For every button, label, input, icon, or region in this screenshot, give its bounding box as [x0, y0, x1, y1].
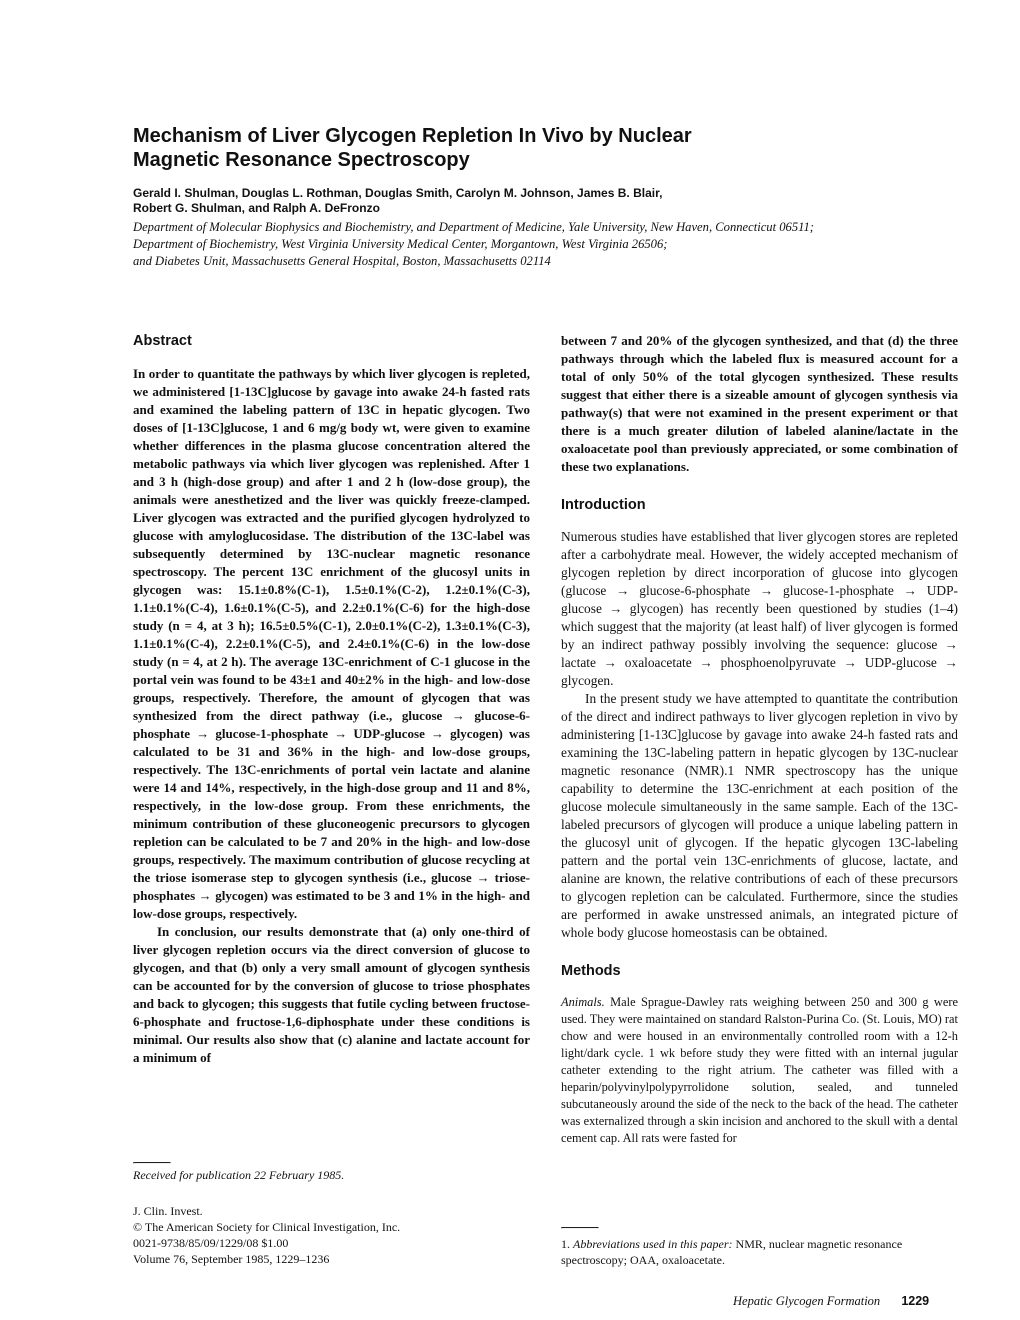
issn-line: 0021-9738/85/09/1229/08 $1.00: [133, 1236, 289, 1250]
article-header: [133, 124, 973, 270]
abstract-continuation: [561, 332, 958, 476]
affiliation-2: Department of Biochemistry, West Virginia University Medical Center, Morgantown, West Virginia 26506;: [133, 237, 668, 251]
introduction-paragraph-1: Numerous studies have established that liver glycogen stores are repleted after a carbohydrate meal. However, the widely accepted mechanism of glycogen repletion by direct incorporation of glucose into glycogen (glucose → glucose-6-phosphate → glucose-1-phosphate → UDP-glucose → glycogen) has recently been questioned by studies (1–4) which suggest that the majority (at least half) of liver glycogen is formed by an indirect pathway possibly involving the sequence: glucose → lactate → oxaloacetate → phosphoenolpyruvate → UDP-glucose → glycogen.: [561, 529, 958, 688]
footnote-number: 1.: [561, 1237, 570, 1251]
methods-section: [561, 962, 958, 1147]
authors-line-1: Gerald I. Shulman, Douglas L. Rothman, Douglas Smith, Carolyn M. Johnson, James B. Blair,: [133, 186, 663, 200]
authors-line-2: Robert G. Shulman, and Ralph A. DeFronzo: [133, 201, 380, 215]
introduction-section: [561, 496, 958, 942]
received-date: Received for publication 22 February 1985.: [133, 1168, 345, 1182]
journal-name: J. Clin. Invest.: [133, 1204, 203, 1218]
footnote-text: NMR, nuclear magnetic resonance spectroscopy; OAA, oxaloacetate.: [561, 1237, 903, 1267]
author-list: [133, 186, 973, 216]
abstract-paragraph-2: In conclusion, our results demonstrate that (a) only one-third of liver glycogen repletion occurs via the direct conversion of glucose to glycogen, and that (b) only a very small amount of glycogen synthesis can be accounted for by the conversion of glucose to triose phosphates and back to glycogen; this suggests that futile cycling between fructose-6-phosphate and fructose-1,6-diphosphate under these conditions is minimal. Our results also show that (c) alanine and lactate account for a minimum of: [133, 924, 530, 1065]
footnote-label: Abbreviations used in this paper:: [573, 1237, 733, 1251]
footnote: [561, 1236, 961, 1268]
abstract-paragraph-1: In order to quantitate the pathways by which liver glycogen is repleted, we administered [1-13C]glucose by gavage into awake 24-h fasted rats and examined the labeling pattern of 13C in hepatic glycogen. Two doses of [1-13C]glucose, 1 and 6 mg/g body wt, were given to examine whether differences in the plasma glucose concentration altered the metabolic pathways via which liver glycogen was replenished. After 1 and 3 h (high-dose group) and after 1 and 2 h (low-dose group), the animals were anesthetized and the liver was quickly freeze-clamped. Liver glycogen was extracted and the purified glycogen hydrolyzed to glucose with amyloglucosidase. The distribution of the 13C-label was subsequently determined by 13C-nuclear magnetic resonance spectroscopy. The percent 13C enrichment of the glucosyl units in glycogen was: 15.1±0.8%(C-1), 1.5±0.1%(C-2), 1.2±0.1%(C-3), 1.1±0.1%(C-4), 1.6±0.1%(C-5), and 2.2±0.1%(C-6) for the high-dose study (n = 4, at 3 h); 16.5±0.5%(C-1), 2.0±0.1%(C-2), 1.3±0.1%(C-3), 1.1±0.1%(C-4), 2.2±0.1%(C-5), and 2.4±0.1%(C-6) in the low-dose study (n = 4, at 2 h). The average 13C-enrichment of C-1 glucose in the portal vein was found to be 43±1 and 40±2% in the high- and low-dose groups, respectively. Therefore, the amount of glycogen that was synthesized from the direct pathway (i.e., glucose → glucose-6-phosphate → glucose-1-phosphate → UDP-glucose → glycogen) was calculated to be 31 and 36% in the high- and low-dose groups, respectively. The 13C-enrichments of portal vein lactate and alanine were 14 and 14%, respectively, in the high-dose group and 11 and 8%, respectively, in the low-dose group. From these enrichments, the minimum contribution of these gluconeogenic precursors to glycogen repletion can be calculated to be 7 and 20% in the high- and low-dose groups, respectively. The maximum contribution of glucose recycling at the triose isomerase step to glycogen synthesis (i.e., glucose → triose-phosphates → glycogen) was estimated to be 3 and 1% in the high- and low-dose groups, respectively.: [133, 366, 530, 921]
methods-heading: Methods: [561, 963, 621, 979]
journal-info: [133, 1203, 400, 1267]
running-title: Hepatic Glycogen Formation: [733, 1294, 881, 1308]
affiliations: [133, 219, 973, 270]
methods-animals-text: Male Sprague-Dawley rats weighing between 250 and 300 g were used. They were maintained on standard Ralston-Purina Co. (St. Louis, MO) rat chow and were housed in an environmentally controlled room with a 12-h light/dark cycle. 1 wk before study they were fitted with an internal jugular catheter extending to the right atrium. The catheter was filled with a heparin/polyvinylpolypyrrolidone solution, sealed, and tunneled subcutaneously around the side of the neck to the back of the head. The catheter was externalized through a skin incision and anchored to the skull with a dental cement cap. All rats were fasted for: [561, 995, 958, 1145]
abstract-heading: Abstract: [133, 333, 192, 349]
title-line-2: Magnetic Resonance Spectroscopy: [133, 149, 470, 171]
methods-animals-label: Animals.: [561, 995, 605, 1009]
abstract-paragraph-2-continued: between 7 and 20% of the glycogen synthesized, and that (d) the three pathways through which the labeled flux is measured account for a total of only 50% of the total glycogen synthesized. These results suggest that either there is a sizeable amount of glycogen synthesis via pathway(s) that were not examined in the present experiment or that there is a much greater dilution of labeled alanine/lactate in the oxaloacetate pool than previously appreciated, or some combination of these two explanations.: [561, 333, 958, 474]
affiliation-1: Department of Molecular Biophysics and Biochemistry, and Department of Medicine, Yale University, New Haven, Connecticut 06511;: [133, 220, 814, 234]
introduction-heading: Introduction: [561, 497, 646, 513]
methods-animals-paragraph: [561, 994, 958, 1147]
article-title: [133, 124, 973, 172]
footnote-divider: [561, 1227, 599, 1229]
affiliation-3: and Diabetes Unit, Massachusetts General Hospital, Boston, Massachusetts 02114: [133, 254, 551, 268]
volume-line: Volume 76, September 1985, 1229–1236: [133, 1252, 330, 1266]
received-divider: [133, 1162, 171, 1164]
page-number: 1229: [901, 1294, 930, 1308]
copyright-line: © The American Society for Clinical Investigation, Inc.: [133, 1220, 401, 1234]
title-line-1: Mechanism of Liver Glycogen Repletion In Vivo by Nuclear: [133, 125, 692, 147]
running-footer: [733, 1294, 929, 1309]
introduction-paragraph-2: In the present study we have attempted to quantitate the contribution of the direct and indirect pathways to liver glycogen repletion in vivo by administering [1-13C]glucose by gavage into awake 24-h fasted rats and examining the 13C-labeling pattern in hepatic glycogen by 13C-nuclear magnetic resonance (NMR).1 NMR spectroscopy has the unique capability to determine the 13C-enrichment at each position of the glucose molecule simultaneously in the same sample. Each of the 13C-labeled precursors of glycogen will produce a unique labeling pattern in the glucosyl unit of glycogen. If the hepatic glycogen 13C-labeling pattern and the portal vein 13C-enrichments of glucose, lactate, and alanine are known, the relative contributions of each of these precursors to glycogen repletion can be calculated. Furthermore, since the studies are performed in awake unstressed animals, an integrated picture of whole body glucose homeostasis can be obtained.: [561, 691, 958, 940]
abstract-column: [133, 332, 530, 1067]
right-column: [561, 332, 958, 1147]
